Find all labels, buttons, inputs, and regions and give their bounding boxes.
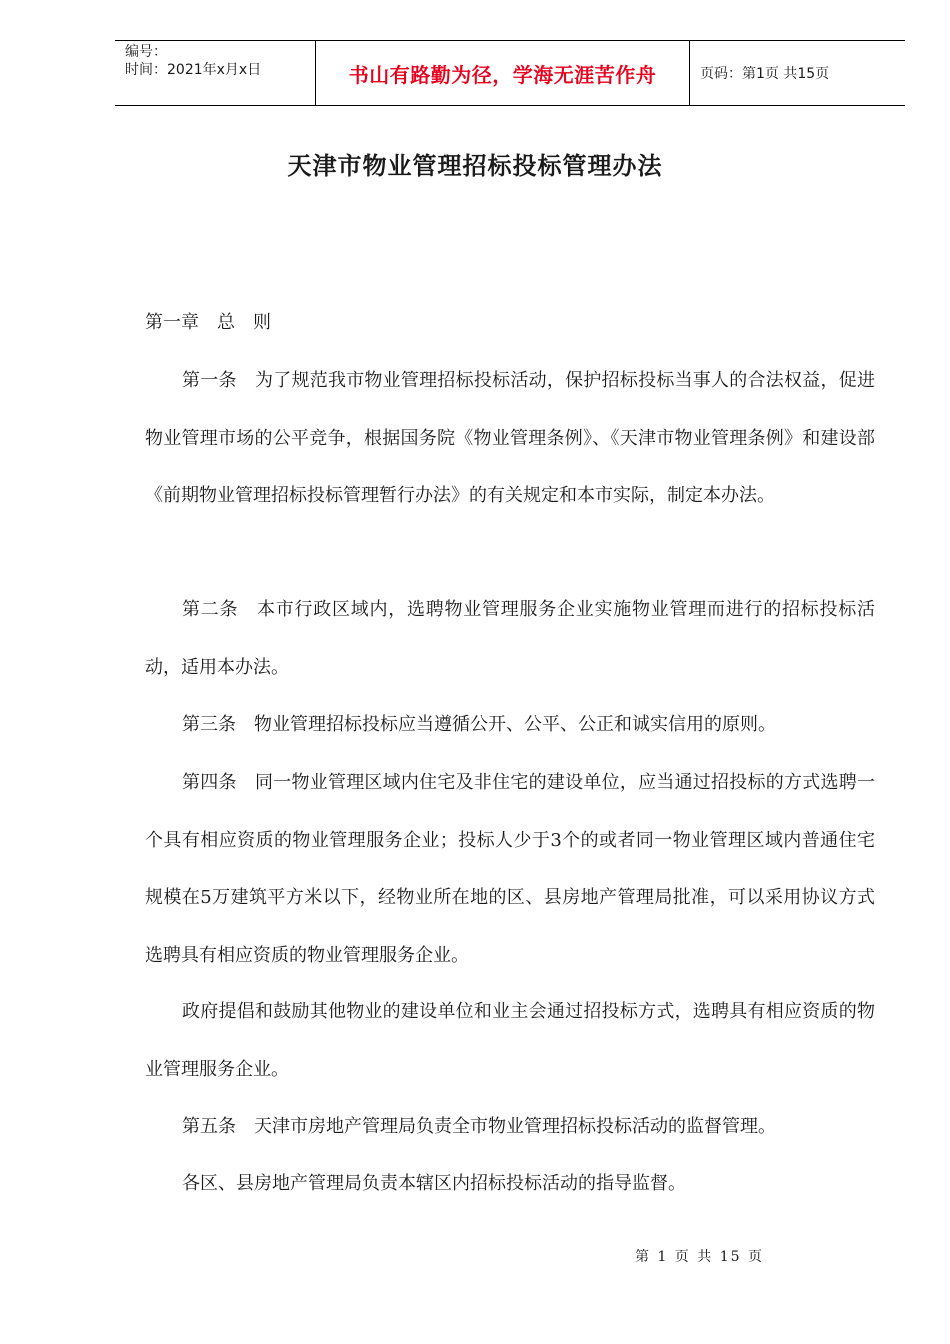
- chapter-heading: 第一章 总 则: [145, 312, 271, 333]
- article-paragraph: 政府提倡和鼓励其他物业的建设单位和业主会通过招投标方式，选聘具有相应资质的物业管理服务企业。: [145, 1001, 875, 1080]
- article-paragraph: 第二条 本市行政区域内，选聘物业管理服务企业实施物业管理而进行的招标投标活动，适用本办法。: [145, 599, 875, 678]
- header-table: [115, 40, 905, 106]
- article-paragraph: 第五条 天津市房地产管理局负责全市物业管理招标投标活动的监督管理。: [182, 1116, 776, 1137]
- article-paragraph: 第一条 为了规范我市物业管理招标投标活动，保护招标投标当事人的合法权益，促进物业管理市场的公平竞争，根据国务院《物业管理条例》、《天津市物业管理条例》和建设部《前期物业管理招标投标管理暂行办法》的有关规定和本市实际，制定本办法。: [145, 370, 875, 506]
- number-label: 编号：: [125, 44, 167, 60]
- article-paragraph: 第三条 物业管理招标投标应当遵循公开、公平、公正和诚实信用的原则。: [182, 714, 776, 735]
- article-paragraph: 各区、县房地产管理局负责本辖区内招标投标活动的指导监督。: [182, 1173, 686, 1194]
- header-page-info: 页码：第1页 共15页: [700, 66, 830, 82]
- article-paragraph: 第四条 同一物业管理区域内住宅及非住宅的建设单位，应当通过招投标的方式选聘一个具有相应资质的物业管理服务企业；投标人少于3个的或者同一物业管理区域内普通住宅规模在5万建筑平方米以下，经物业所在地的区、县房地产管理局批准，可以采用协议方式选聘具有相应资质的物业管理服务企业。: [145, 772, 875, 966]
- time-label: 时间：2021年x月x日: [125, 62, 262, 78]
- page-footer: 第 1 页 共 15 页: [635, 1249, 764, 1265]
- document-title: 天津市物业管理招标投标管理办法: [287, 151, 663, 180]
- header-meta-cell: [115, 41, 316, 105]
- header-motto: 书山有路勤为径，学海无涯苦作舟: [316, 41, 690, 105]
